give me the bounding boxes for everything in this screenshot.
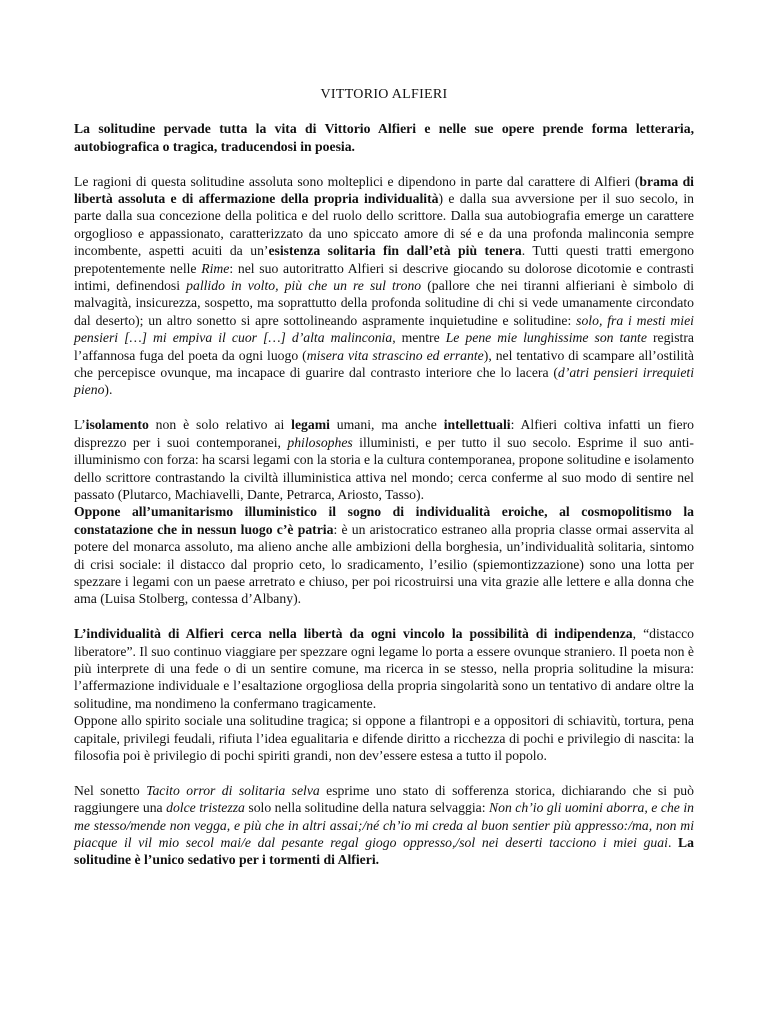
- text-run: (pallore che nei tiranni alfieriani è simbolo di malvagità, insicurezza, sospetto, ma soprattutto della profonda solitudine di chi si vede umanamente circondato dal deserto); un altro sonetto si apre sottolineando aspramente inquietudine e solitudine:: [74, 278, 694, 328]
- bold-text: La solitudine è l’unico sedativo per i tormenti di Alfieri.: [74, 835, 694, 868]
- italic-text: solo, fra i mesti miei pensieri […] mi empiva il cuor […] d’alta malinconia: [74, 312, 694, 346]
- text-run: : Alfieri coltiva infatti un fiero disprezzo per i suoi contemporanei,: [74, 417, 694, 450]
- paragraph-umanitarismo: [74, 503, 694, 607]
- intro-paragraph: [74, 120, 694, 155]
- bold-text: Oppone all’umanitarismo illuministico il sogno di individualità eroiche, al cosmopolitismo la constatazione che in nessun luogo c’è patria: [74, 504, 694, 537]
- italic-text: Rime: [201, 260, 230, 276]
- document-page: [74, 86, 694, 869]
- text-run: ), nel tentativo di scampare all’ostilità che percepisce ovunque, ma incapace di guarire dal contrasto interiore che lo lacera (: [74, 347, 694, 381]
- bold-text: esistenza solitaria fin dall’età più tenera: [268, 243, 522, 259]
- paragraph-isolamento: [74, 416, 694, 503]
- bold-text: intellettuali: [443, 417, 511, 433]
- text-run: esprime uno stato di sofferenza storica, dichiarando che si può raggiungere una: [74, 782, 694, 816]
- italic-text: Le pene mie lunghissime son tante: [445, 330, 647, 346]
- text-run: Oppone allo spirito sociale una solitudine tragica; si oppone a filantropi e a oppositori di schiavitù, tortura, pena capitale, privilegi feudali, rifiuta l’idea egualitaria e difende diritto a ricchezza di pochi e privilegio di nascita: la filosofia poi è privilegio di pochi spiriti grandi, non dev’essere estesa a tutto il popolo.: [74, 713, 694, 763]
- bold-text: isolamento: [85, 417, 149, 433]
- text-run: L’: [74, 417, 86, 433]
- italic-text: Tacito orror di solitaria selva: [146, 782, 320, 798]
- italic-text: philosophes: [287, 434, 353, 450]
- text-run: Nel sonetto: [74, 782, 147, 798]
- text-run: .: [667, 835, 679, 850]
- italic-text: Non ch’io gli uomini aborra, e che in me stesso/mende non vegga, e più che in altri assai;/né ch’io mi creda al buon sentier più appresso:/ma, non mi piacque il vil mio secol mai/e dal pesante regal giogo oppresso,/sol nei deserti tacciono i miei guai: [74, 800, 694, 850]
- text-run: illuministi, e per tutto il suo secolo. Esprime il suo anti-illuminismo con forza: ha scarsi legami con la storia e la cultura contemporanea, propone solitudine e isolamento dello scrittore contrastando la civiltà illuministica attiva nel mondo; cerca conferme al suo modo di sentire nel passato (Plutarco, Machiavelli, Dante, Petrarca, Ariosto, Tasso).: [74, 434, 694, 502]
- text-run: solo nella solitudine della natura selvaggia:: [244, 800, 489, 816]
- text-run: : è un aristocratico estraneo alla propria classe ormai asservita al potere del monarca assoluto, ma alieno anche alle ambizioni della borghesia, un’individualità solitaria, sintomo di crisi sociale: il distacco dal proprio ceto, lo sradicamento, l’esilio (spiemontizzazione) sono una lotta per spezzare i legami con un paese arretrato e chiuso, per poi ricostruirsi una vita grazie alle lettere e alla donna che ama (Luisa Stolberg, contessa d’Albany).: [74, 521, 694, 607]
- paragraph-spirito-sociale: [74, 712, 694, 764]
- bold-text: L’individualità di Alfieri cerca nella libertà da ogni vincolo la possibilità di indipendenza: [74, 626, 633, 642]
- paragraph-individualita: [74, 625, 694, 712]
- text-run: umani, ma anche: [329, 417, 444, 433]
- paragraph-sonetto: [74, 782, 694, 869]
- text-run: , “distacco liberatore”. Il suo continuo viaggiare per spezzare ogni legame lo porta a essere ovunque straniero. Il poeta non è più interprete di una fede o di un sentire comune, ma ricerca in se stesso, nella propria solitudine la misura: l’affermazione individuale e l’esaltazione orgogliosa della propria singolarità sono un tentativo di andare oltre la solitudine, ma nondimeno la confermano tragicamente.: [74, 626, 695, 711]
- italic-text: dolce tristezza: [166, 800, 245, 816]
- bold-text: brama di libertà assoluta e di affermazione della propria individualità: [74, 173, 694, 207]
- text-run: registra l’affannosa fuga del poeta da ogni luogo (: [74, 330, 694, 363]
- text-run: ) e dalla sua avversione per il suo secolo, in parte dalla sua concezione della politica e del ruolo dello scrittore. Dalla sua autobiografia emerge un carattere orgoglioso e appassionato, caratterizzato da uno spiccato amore di sé e da una profonda malinconia sempre incombente, aspetti acuiti da un’: [74, 191, 694, 259]
- bold-text: La solitudine pervade tutta la vita di Vittorio Alfieri e nelle sue opere prende forma letteraria, autobiografica o tragica, traducendosi in poesia.: [74, 121, 694, 154]
- text-run: : nel suo autoritratto Alfieri si descrive giocando su dolorose dicotomie e contrasti intimi, definendosi: [74, 260, 694, 294]
- bold-text: legami: [291, 417, 330, 433]
- italic-text: misera vita strascino ed errante: [306, 347, 484, 363]
- italic-text: pallido in volto, più che un re sul trono: [186, 278, 422, 294]
- text-run: Le ragioni di questa solitudine assoluta sono molteplici e dipendono in parte dal carattere di Alfieri (: [74, 173, 640, 189]
- text-run: . Tutti questi tratti emergono prepotentemente nelle: [74, 243, 695, 276]
- text-run: non è solo relativo ai: [148, 417, 292, 433]
- page-title: VITTORIO ALFIERI: [320, 87, 448, 102]
- italic-text: d’atri pensieri irrequieti pieno: [74, 365, 695, 398]
- text-run: ).: [104, 382, 113, 398]
- text-run: , mentre: [392, 330, 446, 346]
- paragraph-ragioni: [74, 173, 694, 399]
- document-body: [74, 120, 694, 868]
